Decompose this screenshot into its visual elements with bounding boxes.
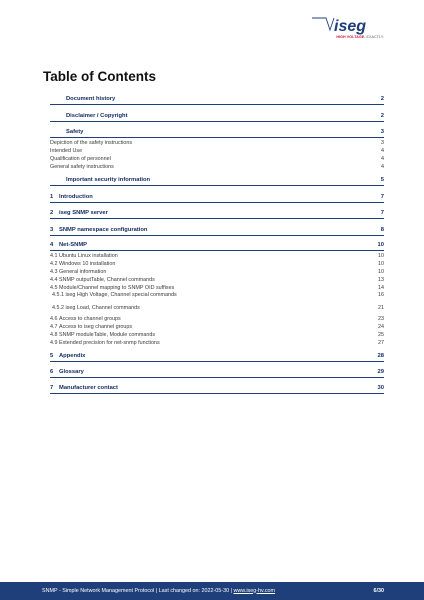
toc-entry-number: 4.6 — [50, 316, 58, 322]
toc-entry-label: Qualification of personnel — [50, 156, 111, 162]
toc-subentry[interactable] — [50, 340, 384, 347]
toc-entry-label: SNMP moduleTable, Module commands — [59, 332, 156, 338]
toc-subentry[interactable] — [50, 277, 384, 284]
toc-entry-number: 1 — [50, 194, 54, 200]
toc-subentry[interactable] — [50, 164, 384, 171]
toc-entry-number: 4.2 — [50, 261, 58, 267]
toc-entry-page: 27 — [378, 340, 384, 346]
toc-entry-label: Depiction of the safety instructions — [50, 140, 133, 146]
toc-entry-number: 5 — [50, 353, 54, 359]
toc-entry-page: 10 — [378, 261, 384, 267]
toc-subentry[interactable] — [50, 332, 384, 339]
toc-entry-label: Safety — [66, 129, 84, 135]
footer-document-info: SNMP - Simple Network Management Protocol | Last changed on: 2022-05-30 | — [42, 587, 234, 594]
toc-entry-page: 2 — [380, 113, 384, 119]
toc-entry-page: 10 — [378, 269, 384, 275]
toc-entry-page: 13 — [378, 277, 384, 283]
toc-entry-label: Extended precision for net-snmp functions — [59, 340, 160, 346]
toc-entry-label: Manufacturer contact — [59, 385, 118, 391]
logo-tagline — [336, 35, 384, 39]
toc-entry-number: 6 — [50, 369, 54, 375]
toc-entry-page: 14 — [378, 285, 384, 291]
toc-entry-label: SNMP outputTable, Channel commands — [59, 277, 155, 283]
toc-entry[interactable] — [50, 368, 384, 378]
toc-entry-page: 23 — [378, 316, 384, 322]
toc-entry-page: 28 — [377, 353, 384, 359]
toc-entry-page: 3 — [380, 129, 384, 135]
toc-entry-label: Important security information — [66, 177, 151, 183]
tagline-accent: HIGH VOLTAGE. — [336, 35, 366, 39]
toc-entry-page: 4 — [381, 164, 384, 170]
toc-entry-page: 8 — [380, 227, 384, 233]
toc-entry[interactable] — [50, 226, 384, 236]
toc-entry-number: 4 — [50, 242, 54, 248]
toc-entry-page: 5 — [380, 177, 384, 183]
toc-subentry[interactable] — [50, 305, 384, 312]
toc-entry-number: 4.9 — [50, 340, 58, 346]
toc-entry-number: 4.1 — [50, 253, 58, 259]
toc-subentry[interactable] — [50, 316, 384, 323]
toc-entry-page: 10 — [378, 253, 384, 259]
toc-subentry[interactable] — [50, 324, 384, 331]
toc-entry-label: Disclaimer / Copyright — [66, 113, 128, 119]
toc-entry-label: Introduction — [59, 194, 93, 200]
toc-entry-page: 4 — [381, 148, 384, 154]
toc-entry[interactable] — [50, 128, 384, 138]
toc-entry-page: 3 — [381, 140, 384, 146]
toc-entry[interactable] — [50, 209, 384, 219]
toc-subentry[interactable] — [50, 292, 384, 299]
toc-entry-number: 4.5 — [50, 285, 58, 291]
toc-entry-page: 16 — [378, 292, 384, 298]
toc-entry-page: 24 — [378, 324, 384, 330]
toc-entry-number: 2 — [50, 210, 54, 216]
toc-subentry[interactable] — [50, 285, 384, 292]
logo-wordmark: iseg — [334, 18, 367, 35]
toc-entry-number: 4.8 — [50, 332, 58, 338]
toc-entry-page: 21 — [378, 305, 384, 311]
toc-subentry[interactable] — [50, 269, 384, 276]
toc-entry-label: Document history — [66, 96, 116, 102]
toc-entry-page: 10 — [377, 242, 384, 248]
toc-entry-label: 4.5.2 iseg Load, Channel commands — [52, 305, 140, 311]
toc-entry-page: 25 — [378, 332, 384, 338]
toc-entry-page: 4 — [381, 156, 384, 162]
toc-entry-label: Glossary — [59, 369, 84, 375]
toc-entry-label: Net-SNMP — [59, 242, 88, 248]
toc-subentry[interactable] — [50, 140, 384, 147]
toc-entry-label: iseg SNMP server — [59, 210, 108, 216]
toc-entry[interactable] — [50, 384, 384, 394]
toc-entry-label: Access to channel groups — [59, 316, 121, 322]
tagline-rest: EXACTLY. — [366, 35, 384, 39]
toc-entry-number: 3 — [50, 227, 54, 233]
toc-entry-page: 29 — [377, 369, 384, 375]
brand-logo — [310, 16, 384, 42]
toc-entry[interactable] — [50, 112, 384, 122]
footer-text — [42, 588, 275, 594]
toc-entry-label: Access to iseg channel groups — [59, 324, 133, 330]
toc-entry-number: 4.7 — [50, 324, 58, 330]
toc-entry-label: SNMP namespace configuration — [59, 227, 148, 233]
footer-website-link[interactable]: www.iseg-hv.com — [233, 587, 276, 594]
toc-entry[interactable] — [50, 352, 384, 362]
toc-entry-label: Windows 10 installation — [59, 261, 116, 267]
toc-entry-page: 2 — [380, 96, 384, 102]
toc-entry-label: Appendix — [59, 353, 86, 359]
toc-entry-label: 4.5.1 iseg High Voltage, Channel special commands — [52, 292, 177, 298]
toc-entry[interactable] — [50, 95, 384, 105]
toc-entry-label: Ubuntu Linux installation — [59, 253, 118, 259]
toc-entry-number: 4.3 — [50, 269, 58, 275]
toc-subentry[interactable] — [50, 261, 384, 268]
iseg-logo-graphic — [310, 16, 384, 36]
page-footer — [0, 582, 424, 600]
toc-subentry[interactable] — [50, 253, 384, 260]
toc-entry[interactable] — [50, 241, 384, 251]
toc-entry-page: 7 — [380, 194, 384, 200]
page-title: Table of Contents — [43, 69, 156, 84]
footer-page-number: 6/30 — [373, 587, 384, 594]
toc-subentry[interactable] — [50, 148, 384, 155]
toc-entry-page: 7 — [380, 210, 384, 216]
toc-entry-label: Intended Use — [50, 148, 83, 154]
toc-subentry[interactable] — [50, 156, 384, 163]
toc-entry-page: 30 — [377, 385, 384, 391]
toc-entry-number: 4.4 — [50, 277, 58, 283]
toc-entry-label: Module/Channel mapping to SNMP OID suffixes — [59, 285, 175, 291]
toc-entry-label: General information — [59, 269, 107, 275]
toc-entry[interactable] — [50, 193, 384, 203]
toc-entry-number: 7 — [50, 385, 54, 391]
toc-entry-label: General safety instructions — [50, 164, 114, 170]
toc-entry[interactable] — [50, 176, 384, 186]
